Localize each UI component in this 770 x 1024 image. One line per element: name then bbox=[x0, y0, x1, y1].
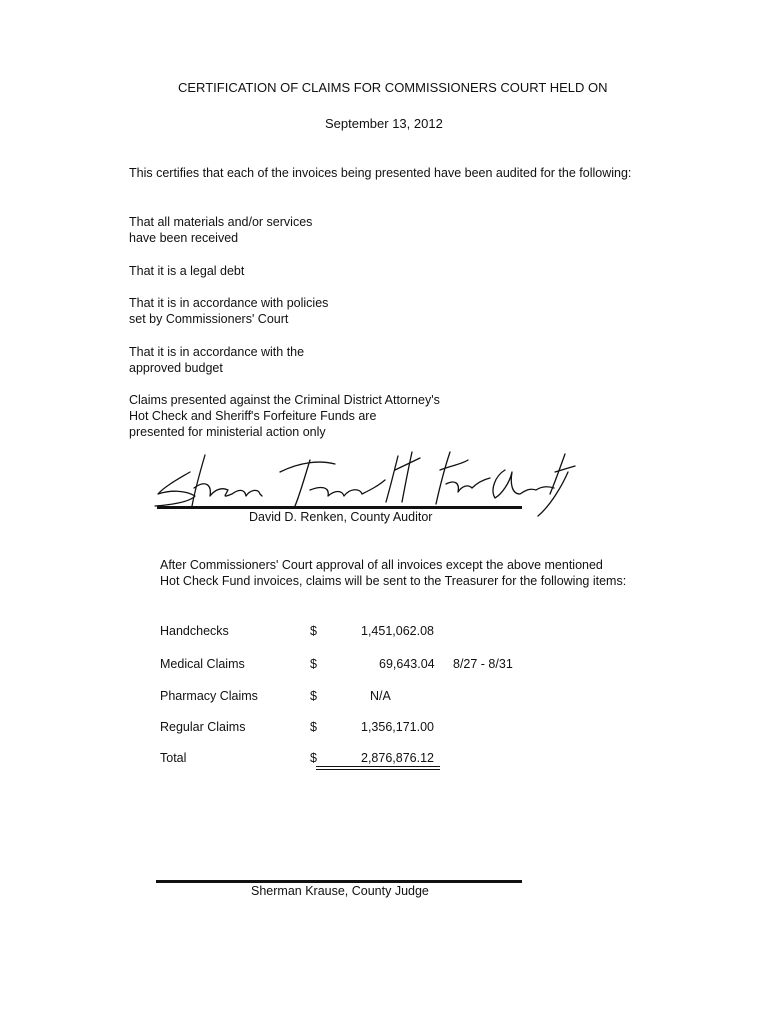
auditor-name: David D. Renken, County Auditor bbox=[249, 510, 433, 524]
condition-line: presented for ministerial action only bbox=[129, 425, 326, 439]
claim-currency: $ bbox=[310, 624, 317, 638]
condition-legal-debt bbox=[129, 263, 244, 279]
condition-materials bbox=[129, 214, 312, 246]
total-currency: $ bbox=[310, 751, 317, 765]
judge-signature-line bbox=[156, 880, 522, 883]
condition-line: set by Commissioners' Court bbox=[129, 312, 289, 326]
document-title: CERTIFICATION OF CLAIMS FOR COMMISSIONERS COURT HELD ON bbox=[178, 80, 608, 95]
claim-amount: 1,356,171.00 bbox=[361, 720, 434, 734]
judge-name: Sherman Krause, County Judge bbox=[251, 884, 429, 898]
total-double-underline bbox=[316, 769, 440, 770]
total-amount: 2,876,876.12 bbox=[361, 751, 434, 765]
document-date: September 13, 2012 bbox=[325, 116, 443, 131]
condition-hot-check bbox=[129, 392, 440, 440]
condition-policies bbox=[129, 295, 328, 327]
claim-label: Medical Claims bbox=[160, 657, 245, 671]
intro-statement: This certifies that each of the invoices being presented have been audited for the following: bbox=[129, 166, 632, 180]
condition-budget bbox=[129, 344, 304, 376]
auditor-signature-line bbox=[157, 506, 522, 509]
condition-line: Claims presented against the Criminal District Attorney's bbox=[129, 393, 440, 407]
claim-amount: 69,643.04 bbox=[379, 657, 435, 671]
condition-line: That it is a legal debt bbox=[129, 264, 245, 278]
claim-currency: $ bbox=[310, 689, 317, 703]
claim-label: Handchecks bbox=[160, 624, 229, 638]
condition-line: That all materials and/or services bbox=[129, 215, 313, 229]
claim-label: Regular Claims bbox=[160, 720, 246, 734]
condition-line: Hot Check and Sheriff's Forfeiture Funds are bbox=[129, 409, 377, 423]
claim-amount: 1,451,062.08 bbox=[361, 624, 434, 638]
claim-currency: $ bbox=[310, 720, 317, 734]
approval-line: After Commissioners' Court approval of all invoices except the above mentioned bbox=[160, 558, 603, 572]
claim-label: Pharmacy Claims bbox=[160, 689, 258, 703]
total-underline bbox=[316, 766, 440, 767]
condition-line: That it is in accordance with policies bbox=[129, 296, 329, 310]
claim-amount: N/A bbox=[370, 689, 391, 703]
claim-currency: $ bbox=[310, 657, 317, 671]
claim-note: 8/27 - 8/31 bbox=[453, 657, 513, 671]
approval-line: Hot Check Fund invoices, claims will be sent to the Treasurer for the following items: bbox=[160, 574, 627, 588]
approval-statement bbox=[160, 557, 626, 589]
total-label: Total bbox=[160, 751, 187, 765]
condition-line: have been received bbox=[129, 231, 239, 245]
condition-line: approved budget bbox=[129, 361, 223, 375]
condition-line: That it is in accordance with the bbox=[129, 345, 305, 359]
